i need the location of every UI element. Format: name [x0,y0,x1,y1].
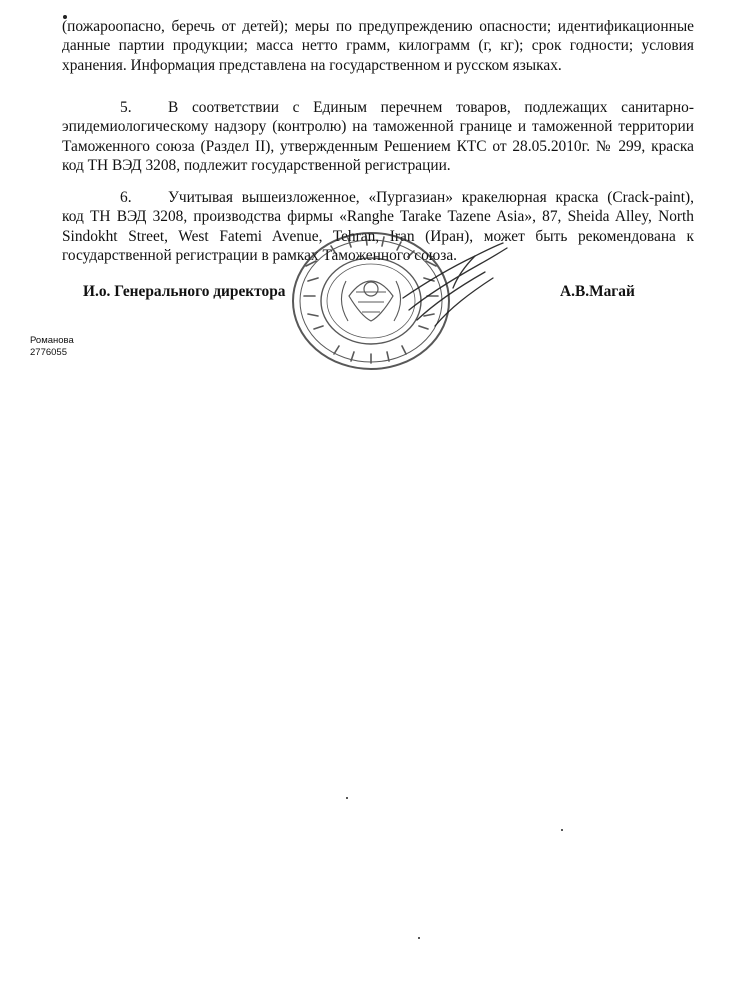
item-5-number: 5. [120,99,132,116]
executor-name: Романова [30,335,74,346]
paragraph-continuation [62,17,694,75]
signatory-title: И.о. Генерального директора [83,283,286,300]
paragraph-item-5 [62,98,694,176]
handwritten-signature [395,238,515,333]
scan-speck [418,937,420,939]
item-6-number: 6. [120,189,132,206]
signatory-name: А.В.Магай [560,283,635,300]
scan-speck [346,797,348,799]
item-6-text: Учитывая вышеизложенное, «Пургазиан» кракелюрная краска (Crack-paint), код ТН ВЭД 3208, производства фирмы «Ranghe Tarake Tazene Asia», 87, Sheida Alley, North Sindokht Street, West Fatemi Avenue, Tehran, Iran (Иран), может быть рекомендована к государственной регистрации в рамках Таможенного союза. [62,189,694,265]
executor-info [30,335,74,359]
scan-speck [561,829,563,831]
executor-phone: 2776055 [30,347,67,358]
paragraph-continuation-text: (пожароопасно, беречь от детей); меры по предупреждению опасности; идентификационные данные партии продукции; масса нетто грамм, килограмм (г, кг); срок годности; условия хранения. Информация представлена на государственном и русском языках. [62,18,694,74]
paragraph-item-5-body [62,98,694,176]
item-5-text: В соответствии с Единым перечнем товаров, подлежащих санитарно-эпидемиологическому надзору (контролю) на таможенной границе и таможенной территории Таможенного союза (Раздел II), утвержденным Решением КТС от 28.05.2010г. № 299, краска код ТН ВЭД 3208, подлежит государственной регистрации. [62,99,694,175]
